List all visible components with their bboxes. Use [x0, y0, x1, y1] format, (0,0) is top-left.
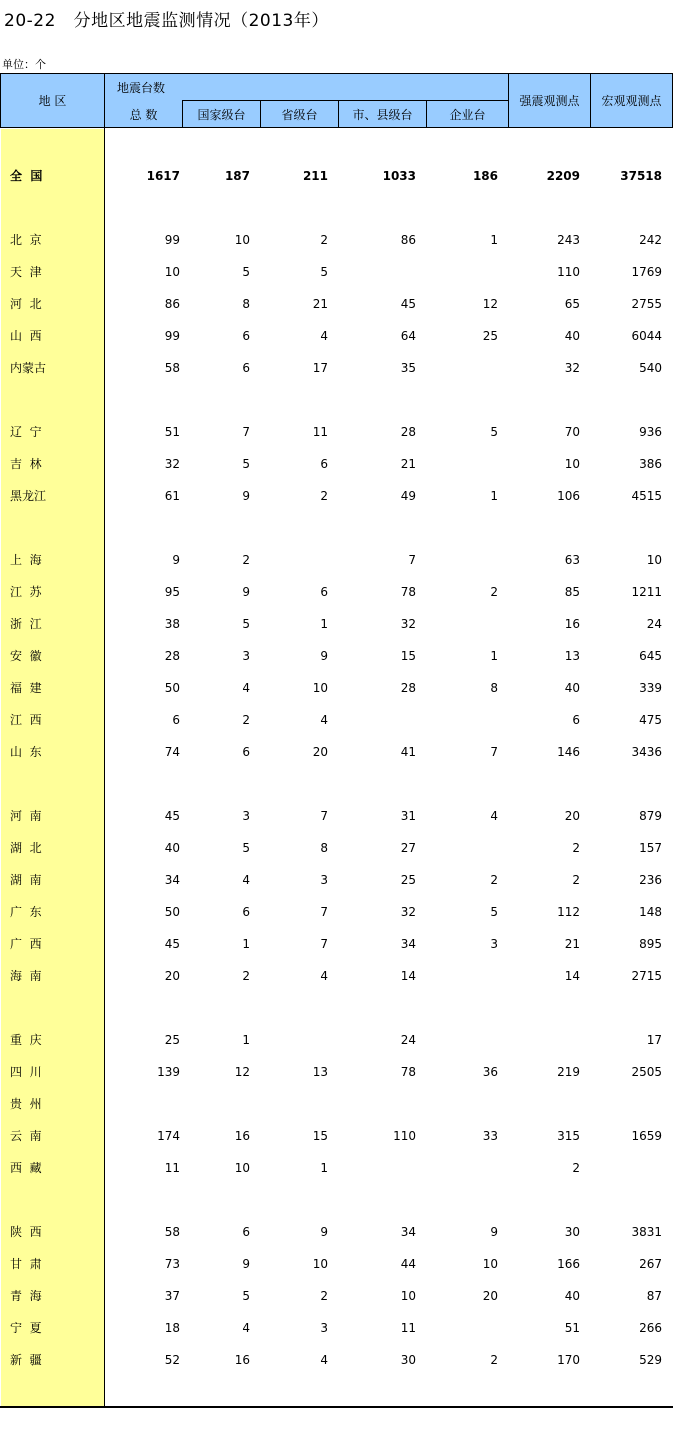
region-name: 湖 北	[10, 841, 42, 855]
cell-total: 86	[164, 297, 180, 311]
cell-enterprise: 10	[482, 1257, 498, 1271]
cell-strong: 40	[564, 329, 580, 343]
cell-macro: 1211	[631, 585, 662, 599]
cell-city: 7	[408, 553, 416, 567]
cell-strong: 51	[564, 1321, 580, 1335]
table-row	[0, 166, 673, 186]
table-row	[0, 422, 673, 442]
region-name: 山 西	[10, 329, 42, 343]
cell-national: 3	[242, 809, 250, 823]
cell-enterprise: 9	[490, 1225, 498, 1239]
header-bottom-rule	[0, 127, 673, 128]
cell-city: 1033	[382, 169, 416, 183]
cell-national: 1	[242, 1033, 250, 1047]
cell-total: 38	[164, 617, 180, 631]
cell-macro: 87	[646, 1289, 662, 1303]
cell-city: 21	[400, 457, 416, 471]
cell-strong: 6	[572, 713, 580, 727]
cell-enterprise: 4	[490, 809, 498, 823]
table-row	[0, 326, 673, 346]
cell-macro: 37518	[620, 169, 662, 183]
table-row	[0, 358, 673, 378]
cell-strong: 14	[564, 969, 580, 983]
cell-strong: 106	[557, 489, 580, 503]
region-name: 陕 西	[10, 1225, 42, 1239]
region-name: 浙 江	[10, 617, 42, 631]
cell-provincial: 4	[320, 1353, 328, 1367]
region-name: 天 津	[10, 265, 42, 279]
table-row	[0, 614, 673, 634]
cell-macro: 157	[639, 841, 662, 855]
cell-provincial: 2	[320, 1289, 328, 1303]
region-name: 河 北	[10, 297, 42, 311]
cell-macro: 386	[639, 457, 662, 471]
cell-city: 64	[400, 329, 416, 343]
table-row	[0, 646, 673, 666]
cell-macro: 17	[646, 1033, 662, 1047]
cell-provincial: 1	[320, 617, 328, 631]
cell-total: 61	[164, 489, 180, 503]
cell-strong: 63	[564, 553, 580, 567]
cell-enterprise: 2	[490, 1353, 498, 1367]
cell-enterprise: 2	[490, 873, 498, 887]
cell-provincial: 9	[320, 1225, 328, 1239]
cell-strong: 2	[572, 841, 580, 855]
cell-city: 78	[400, 585, 416, 599]
cell-national: 4	[242, 873, 250, 887]
table-row	[0, 294, 673, 314]
cell-total: 6	[172, 713, 180, 727]
cell-strong: 166	[557, 1257, 580, 1271]
cell-strong: 40	[564, 1289, 580, 1303]
cell-total: 25	[164, 1033, 180, 1047]
table-row	[0, 1350, 673, 1370]
table-row	[0, 1094, 673, 1114]
cell-national: 5	[242, 265, 250, 279]
cell-strong: 170	[557, 1353, 580, 1367]
header-macro: 宏观观测点	[601, 94, 662, 108]
cell-strong: 146	[557, 745, 580, 759]
table-row	[0, 838, 673, 858]
header-top-rule	[0, 73, 673, 74]
table-row	[0, 902, 673, 922]
region-name: 湖 南	[10, 873, 42, 887]
cell-macro: 10	[646, 553, 662, 567]
region-name: 青 海	[10, 1289, 42, 1303]
cell-city: 24	[400, 1033, 416, 1047]
cell-enterprise: 3	[490, 937, 498, 951]
cell-provincial: 10	[312, 681, 328, 695]
cell-city: 11	[400, 1321, 416, 1335]
cell-total: 28	[164, 649, 180, 663]
cell-total: 37	[164, 1289, 180, 1303]
cell-total: 58	[164, 1225, 180, 1239]
table-row	[0, 550, 673, 570]
cell-total: 99	[164, 233, 180, 247]
cell-macro: 2715	[631, 969, 662, 983]
cell-strong: 65	[564, 297, 580, 311]
header-provincial: 省级台	[281, 108, 318, 122]
header-region: 地 区	[38, 94, 67, 108]
cell-macro: 645	[639, 649, 662, 663]
cell-total: 40	[164, 841, 180, 855]
header-enterprise: 企业台	[449, 108, 486, 122]
cell-total: 45	[164, 937, 180, 951]
cell-macro: 529	[639, 1353, 662, 1367]
region-name: 贵 州	[10, 1097, 42, 1111]
cell-national: 5	[242, 617, 250, 631]
cell-macro: 267	[639, 1257, 662, 1271]
cell-macro: 475	[639, 713, 662, 727]
cell-enterprise: 5	[490, 425, 498, 439]
cell-strong: 243	[557, 233, 580, 247]
region-name: 江 苏	[10, 585, 42, 599]
cell-national: 6	[242, 361, 250, 375]
cell-national: 6	[242, 1225, 250, 1239]
cell-provincial: 7	[320, 937, 328, 951]
cell-city: 44	[400, 1257, 416, 1271]
table-row	[0, 1254, 673, 1274]
cell-enterprise: 7	[490, 745, 498, 759]
cell-macro: 1769	[631, 265, 662, 279]
cell-city: 45	[400, 297, 416, 311]
cell-strong: 20	[564, 809, 580, 823]
cell-macro: 936	[639, 425, 662, 439]
cell-macro: 3436	[631, 745, 662, 759]
cell-provincial: 4	[320, 713, 328, 727]
cell-strong: 2	[572, 873, 580, 887]
cell-macro: 3831	[631, 1225, 662, 1239]
cell-city: 34	[400, 937, 416, 951]
cell-national: 6	[242, 745, 250, 759]
region-name: 福 建	[10, 681, 42, 695]
cell-macro: 4515	[631, 489, 662, 503]
region-name: 北 京	[10, 233, 42, 247]
header-city-county: 市、县级台	[352, 108, 413, 122]
cell-provincial: 1	[320, 1161, 328, 1175]
cell-total: 73	[164, 1257, 180, 1271]
region-name: 黑龙江	[10, 489, 47, 503]
table-row	[0, 1286, 673, 1306]
page-title: 20-22 分地区地震监测情况（2013年）	[4, 11, 329, 31]
cell-national: 16	[234, 1129, 250, 1143]
cell-strong: 70	[564, 425, 580, 439]
cell-macro: 1659	[631, 1129, 662, 1143]
region-column-background	[1, 129, 104, 1407]
region-name: 海 南	[10, 969, 42, 983]
cell-enterprise: 20	[482, 1289, 498, 1303]
cell-national: 2	[242, 969, 250, 983]
cell-provincial: 2	[320, 489, 328, 503]
cell-total: 74	[164, 745, 180, 759]
cell-city: 32	[400, 905, 416, 919]
region-name: 辽 宁	[10, 425, 42, 439]
cell-national: 4	[242, 681, 250, 695]
table-row	[0, 870, 673, 890]
cell-strong: 40	[564, 681, 580, 695]
cell-city: 110	[393, 1129, 416, 1143]
cell-provincial: 11	[312, 425, 328, 439]
table-row	[0, 678, 673, 698]
cell-total: 50	[164, 905, 180, 919]
cell-macro: 895	[639, 937, 662, 951]
cell-provincial: 7	[320, 809, 328, 823]
cell-macro: 24	[646, 617, 662, 631]
cell-city: 14	[400, 969, 416, 983]
region-name: 宁 夏	[10, 1321, 42, 1335]
cell-enterprise: 36	[482, 1065, 498, 1079]
cell-national: 8	[242, 297, 250, 311]
cell-national: 187	[224, 169, 250, 183]
cell-national: 9	[242, 585, 250, 599]
cell-national: 16	[234, 1353, 250, 1367]
region-name: 江 西	[10, 713, 42, 727]
cell-strong: 2	[572, 1161, 580, 1175]
table-row	[0, 966, 673, 986]
cell-enterprise: 1	[490, 489, 498, 503]
cell-total: 20	[164, 969, 180, 983]
table-bottom-rule	[0, 1406, 673, 1408]
cell-enterprise: 1	[490, 649, 498, 663]
region-name: 重 庆	[10, 1033, 42, 1047]
cell-macro: 2505	[631, 1065, 662, 1079]
cell-macro: 148	[639, 905, 662, 919]
header-mid-rule	[182, 100, 508, 101]
cell-city: 30	[400, 1353, 416, 1367]
cell-strong: 21	[564, 937, 580, 951]
region-name: 内蒙古	[10, 361, 47, 375]
cell-total: 139	[157, 1065, 180, 1079]
cell-total: 11	[164, 1161, 180, 1175]
cell-city: 10	[400, 1289, 416, 1303]
cell-provincial: 2	[320, 233, 328, 247]
cell-enterprise: 8	[490, 681, 498, 695]
cell-city: 15	[400, 649, 416, 663]
table-row	[0, 262, 673, 282]
cell-total: 32	[164, 457, 180, 471]
cell-provincial: 211	[302, 169, 328, 183]
table-row	[0, 806, 673, 826]
cell-national: 10	[234, 1161, 250, 1175]
cell-strong: 30	[564, 1225, 580, 1239]
cell-strong: 110	[557, 265, 580, 279]
cell-total: 9	[172, 553, 180, 567]
region-name: 广 东	[10, 905, 42, 919]
region-name: 上 海	[10, 553, 42, 567]
header-total: 总 数	[129, 108, 158, 122]
cell-provincial: 10	[312, 1257, 328, 1271]
cell-total: 34	[164, 873, 180, 887]
cell-provincial: 3	[320, 1321, 328, 1335]
region-name: 山 东	[10, 745, 42, 759]
table-row	[0, 742, 673, 762]
cell-national: 9	[242, 1257, 250, 1271]
table-row	[0, 454, 673, 474]
cell-macro: 6044	[631, 329, 662, 343]
cell-national: 5	[242, 841, 250, 855]
cell-enterprise: 186	[472, 169, 498, 183]
region-name: 甘 肃	[10, 1257, 42, 1271]
cell-city: 32	[400, 617, 416, 631]
cell-macro: 236	[639, 873, 662, 887]
cell-national: 6	[242, 905, 250, 919]
cell-strong: 2209	[546, 169, 580, 183]
cell-strong: 219	[557, 1065, 580, 1079]
cell-provincial: 20	[312, 745, 328, 759]
cell-city: 27	[400, 841, 416, 855]
cell-macro: 2755	[631, 297, 662, 311]
cell-national: 3	[242, 649, 250, 663]
cell-enterprise: 33	[482, 1129, 498, 1143]
cell-national: 1	[242, 937, 250, 951]
cell-national: 5	[242, 1289, 250, 1303]
cell-macro: 242	[639, 233, 662, 247]
cell-strong: 32	[564, 361, 580, 375]
cell-provincial: 9	[320, 649, 328, 663]
region-name: 云 南	[10, 1129, 42, 1143]
cell-strong: 315	[557, 1129, 580, 1143]
cell-national: 2	[242, 713, 250, 727]
cell-provincial: 13	[312, 1065, 328, 1079]
cell-city: 34	[400, 1225, 416, 1239]
header-stations-group: 地震台数	[117, 81, 166, 95]
cell-national: 5	[242, 457, 250, 471]
cell-city: 35	[400, 361, 416, 375]
table-row	[0, 230, 673, 250]
cell-total: 174	[157, 1129, 180, 1143]
cell-national: 4	[242, 1321, 250, 1335]
table-row	[0, 486, 673, 506]
cell-macro: 879	[639, 809, 662, 823]
cell-total: 51	[164, 425, 180, 439]
table-row	[0, 710, 673, 730]
cell-total: 52	[164, 1353, 180, 1367]
unit-label: 单位：个	[2, 58, 46, 71]
cell-provincial: 15	[312, 1129, 328, 1143]
cell-provincial: 4	[320, 969, 328, 983]
cell-strong: 13	[564, 649, 580, 663]
region-name: 西 藏	[10, 1161, 42, 1175]
cell-national: 10	[234, 233, 250, 247]
cell-total: 18	[164, 1321, 180, 1335]
cell-national: 2	[242, 553, 250, 567]
table-row	[0, 582, 673, 602]
table-row	[0, 1318, 673, 1338]
cell-city: 78	[400, 1065, 416, 1079]
cell-total: 10	[164, 265, 180, 279]
cell-strong: 112	[557, 905, 580, 919]
cell-total: 50	[164, 681, 180, 695]
cell-enterprise: 2	[490, 585, 498, 599]
cell-provincial: 8	[320, 841, 328, 855]
region-name: 广 西	[10, 937, 42, 951]
cell-national: 12	[234, 1065, 250, 1079]
cell-provincial: 6	[320, 585, 328, 599]
cell-macro: 540	[639, 361, 662, 375]
cell-macro: 339	[639, 681, 662, 695]
region-name: 四 川	[10, 1065, 42, 1079]
header-strong-motion: 强震观测点	[519, 94, 580, 108]
cell-strong: 85	[564, 585, 580, 599]
cell-city: 25	[400, 873, 416, 887]
cell-macro: 266	[639, 1321, 662, 1335]
table-row	[0, 934, 673, 954]
table-row	[0, 1062, 673, 1082]
cell-enterprise: 12	[482, 297, 498, 311]
cell-provincial: 5	[320, 265, 328, 279]
cell-total: 99	[164, 329, 180, 343]
cell-total: 58	[164, 361, 180, 375]
header-national: 国家级台	[197, 108, 246, 122]
cell-provincial: 4	[320, 329, 328, 343]
region-name: 吉 林	[10, 457, 42, 471]
cell-enterprise: 5	[490, 905, 498, 919]
cell-city: 86	[400, 233, 416, 247]
table-row	[0, 1222, 673, 1242]
region-name: 安 徽	[10, 649, 42, 663]
cell-city: 41	[400, 745, 416, 759]
cell-strong: 16	[564, 617, 580, 631]
region-name: 全 国	[10, 169, 43, 183]
cell-provincial: 7	[320, 905, 328, 919]
cell-national: 9	[242, 489, 250, 503]
cell-city: 28	[400, 425, 416, 439]
table-row	[0, 1158, 673, 1178]
cell-provincial: 3	[320, 873, 328, 887]
cell-total: 95	[164, 585, 180, 599]
cell-city: 28	[400, 681, 416, 695]
region-name: 新 疆	[10, 1353, 42, 1367]
table-row	[0, 1030, 673, 1050]
cell-provincial: 6	[320, 457, 328, 471]
cell-enterprise: 25	[482, 329, 498, 343]
cell-provincial: 17	[312, 361, 328, 375]
table-row	[0, 1126, 673, 1146]
cell-national: 7	[242, 425, 250, 439]
cell-city: 31	[400, 809, 416, 823]
cell-total: 45	[164, 809, 180, 823]
cell-city: 49	[400, 489, 416, 503]
cell-enterprise: 1	[490, 233, 498, 247]
region-name: 河 南	[10, 809, 42, 823]
cell-total: 1617	[146, 169, 180, 183]
cell-strong: 10	[564, 457, 580, 471]
cell-national: 6	[242, 329, 250, 343]
cell-provincial: 21	[312, 297, 328, 311]
